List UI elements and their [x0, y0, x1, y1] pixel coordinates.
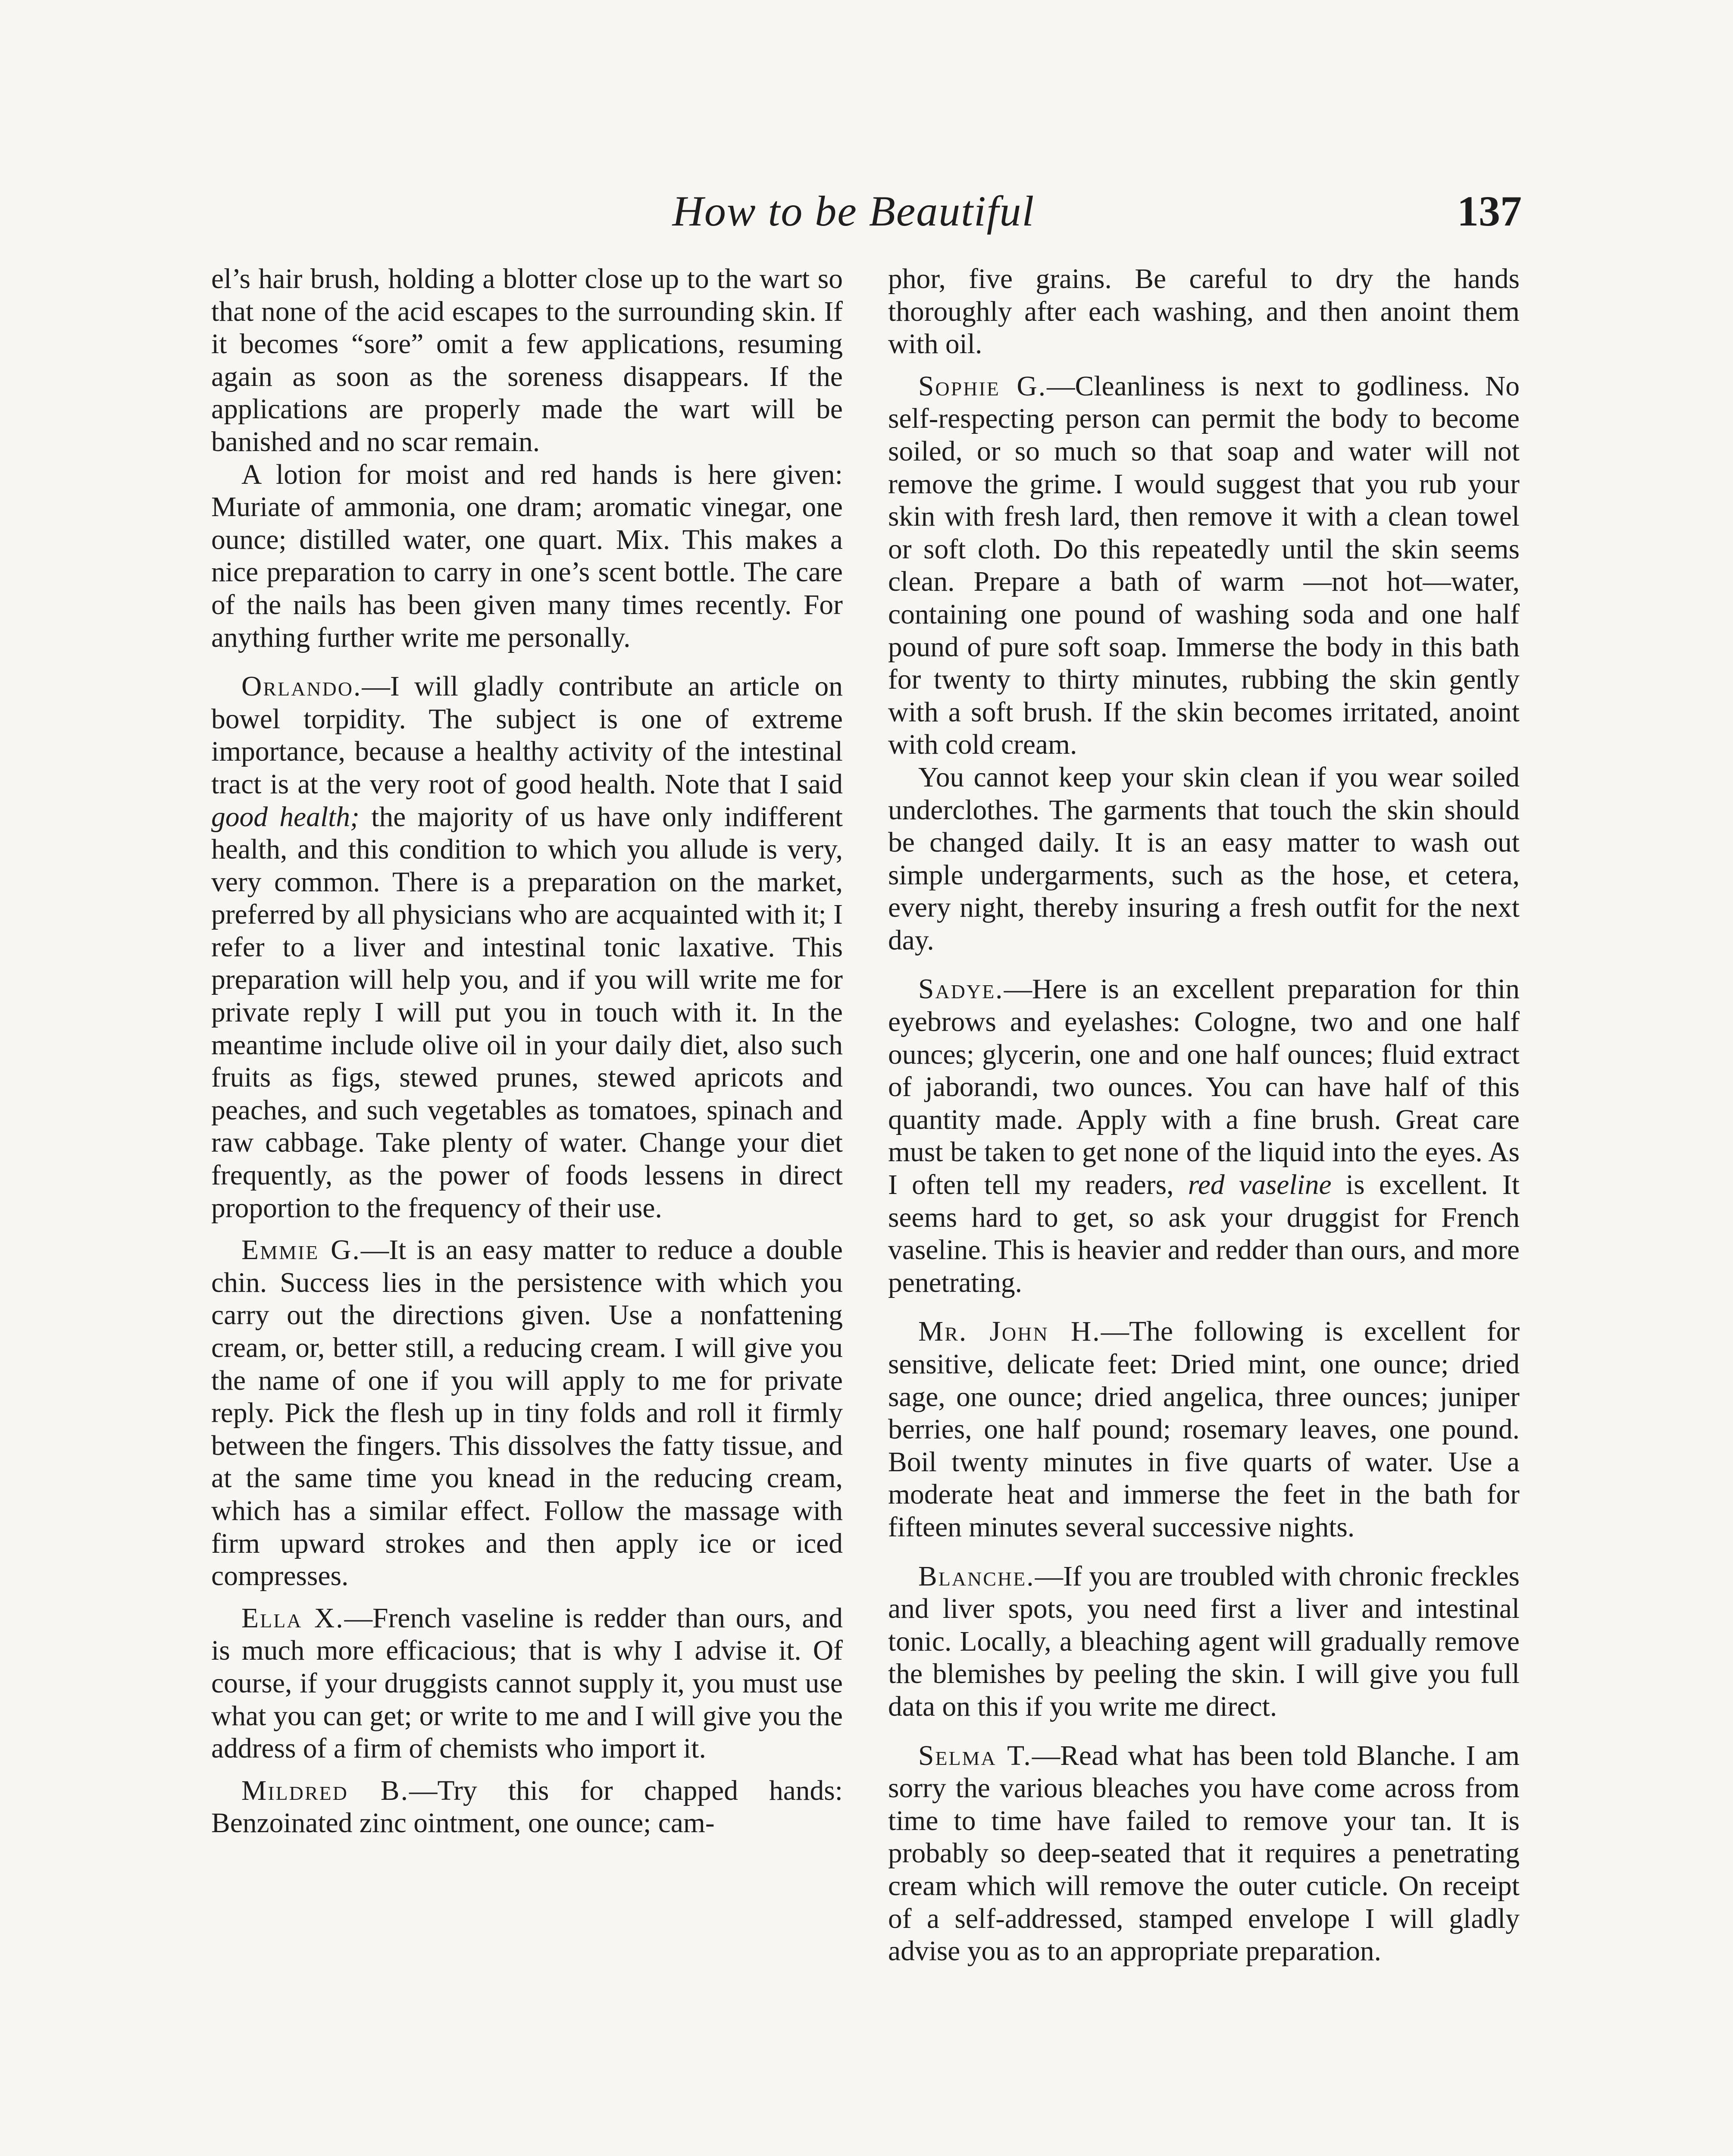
letter-selma	[888, 1740, 1520, 1968]
letter-text: —Read what has been told Blanche. I am sorry the various bleaches you have come across from time to time have failed to remove your tan. It is probably so deep-seated that it requires a penetrating cream which will remove the outer cuticle. On receipt of a self-addressed, stamped envelope I will gladly advise you as to an appropriate preparation.	[888, 1740, 1520, 1967]
letter-mildred	[211, 1775, 843, 1840]
letter-emmie	[211, 1234, 843, 1593]
letter-text: —Here is an excellent preparation for thin eyebrows and eyelashes: Cologne, two and one half ounces; glycerin, one and one half ounces; fluid extract of jaborandi, two ounces. You can have half of this quantity made. Apply with a fine brush. Great care must be taken to get none of the liquid into the eyes. As I often tell my readers,	[888, 974, 1520, 1201]
correspondent-name: Sadye.	[918, 974, 1004, 1005]
letter-text: —The following is excellent for sensitive, delicate feet: Dried mint, one ounce; dried sage, one ounce; dried angelica, three ounces; juniper berries, one half pound; rosemary leaves, one pound. Boil twenty minutes in five quarts of water. Use a moderate heat and immerse the feet in the bath for fifteen minutes several successive nights.	[888, 1316, 1520, 1543]
correspondent-name: Orlando.	[241, 671, 362, 702]
right-column	[888, 263, 1520, 1968]
running-title: How to be Beautiful	[672, 187, 1035, 235]
correspondent-name: Blanche.	[918, 1561, 1035, 1592]
paragraph-underclothes: You cannot keep your skin clean if you wear soiled underclothes. The garments that touch the skin should be changed daily. It is an easy matter to wash out simple undergarments, such as the hose, et cetera, every night, thereby insuring a fresh outfit for the next day.	[888, 761, 1520, 956]
correspondent-name: Ella X.	[241, 1602, 344, 1634]
letter-orlando	[211, 671, 843, 1225]
letter-text: —If you are troubled with chronic freckles and liver spots, you need first a liver and intestinal tonic. Locally, a bleaching agent will gradually remove the blemishes by peeling the skin. I will give you full data on this if you write me direct.	[888, 1561, 1520, 1722]
paragraph-wart-continued: el’s hair brush, holding a blotter close up to the wart so that none of the acid escapes to the surrounding skin. If it becomes “sore” omit a few applications, resuming again as soon as the soreness disappears. If the applications are properly made the wart will be banished and no scar remain.	[211, 263, 843, 458]
running-head	[185, 179, 1522, 244]
letter-text: —French vaseline is redder than ours, and is much more efficacious; that is why I advise it. Of course, if your druggists cannot supply it, you must use what you can get; or write to me and I will give you the address of a firm of chemists who import it.	[211, 1602, 843, 1764]
letter-text: —I will gladly contribute an article on bowel torpidity. The subject is one of extreme importance, because a healthy activity of the intestinal tract is at the very root of good health. Note that I said	[211, 671, 843, 800]
letter-text: —It is an easy matter to reduce a double chin. Success lies in the persistence with which you carry out the directions given. Use a nonfattening cream, or, better still, a reducing cream. I will give you the name of one if you will apply to me for private reply. Pick the flesh up in tiny folds and roll it firmly between the fingers. This dissolves the fatty tissue, and at the same time you knead in the reducing cream, which has a similar effect. Follow the massage with firm upward strokes and then apply ice or iced compresses.	[211, 1235, 843, 1592]
left-column	[211, 263, 843, 1840]
page-number: 137	[1457, 187, 1522, 235]
paragraph-hand-lotion: A lotion for moist and red hands is here given: Muriate of ammonia, one dram; aromatic vinegar, one ounce; distilled water, one quart. Mix. This makes a nice preparation to carry in one’s scent bottle. The care of the nails has been given many times recently. For anything further write me personally.	[211, 459, 843, 653]
letter-text: —Cleanliness is next to godliness. No self-respecting person can permit the body to become soiled, or so much so that soap and water will not remove the grime. I would suggest that you rub your skin with fresh lard, then remove it with a clean towel or soft cloth. Do this repeatedly until the skin seems clean. Prepare a bath of warm —not hot—water, containing one pound of washing soda and one half pound of pure soft soap. Immerse the body in this bath for twenty to thirty minutes, rubbing the skin gently with a soft brush. If the skin becomes irritated, anoint with cold cream.	[888, 370, 1520, 761]
italic-phrase: red vaseline	[1188, 1169, 1332, 1201]
correspondent-name: Selma T.	[918, 1740, 1032, 1771]
correspondent-name: Sophie G.	[918, 370, 1047, 402]
letter-text: —Try this for chapped hands: Benzoinated zinc ointment, one ounce; cam-	[211, 1775, 843, 1839]
letter-text: the majority of us have only indifferent health, and this condition to which you allude is very, very common. There is a preparation on the market, preferred by all physicians who are acquainted with it; I refer to a liver and intestinal tonic laxative. This preparation will help you, and if you will write me for private reply I will put you in touch with it. In the meantime include olive oil in your daily diet, also such fruits as figs, stewed prunes, stewed apricots and peaches, and such vegetables as tomatoes, spinach and raw cabbage. Take plenty of water. Change your diet frequently, as the power of foods lessens in direct proportion to the frequency of their use.	[211, 801, 843, 1224]
letter-john	[888, 1316, 1520, 1544]
paragraph-chapped-hands-continued: phor, five grains. Be careful to dry the hands thoroughly after each washing, and then anoint them with oil.	[888, 263, 1520, 360]
correspondent-name: Mildred B.	[241, 1775, 409, 1806]
correspondent-name: Mr. John H.	[918, 1316, 1101, 1348]
letter-blanche	[888, 1561, 1520, 1724]
letter-text: is excellent. It seems hard to get, so ask your druggist for French vaseline. This is heavier and redder than ours, and more penetrating.	[888, 1169, 1520, 1298]
italic-phrase: good health;	[211, 801, 360, 833]
letter-sadye	[888, 973, 1520, 1299]
letter-ella	[211, 1602, 843, 1765]
letter-sophie	[888, 370, 1520, 761]
correspondent-name: Emmie G.	[241, 1235, 361, 1266]
